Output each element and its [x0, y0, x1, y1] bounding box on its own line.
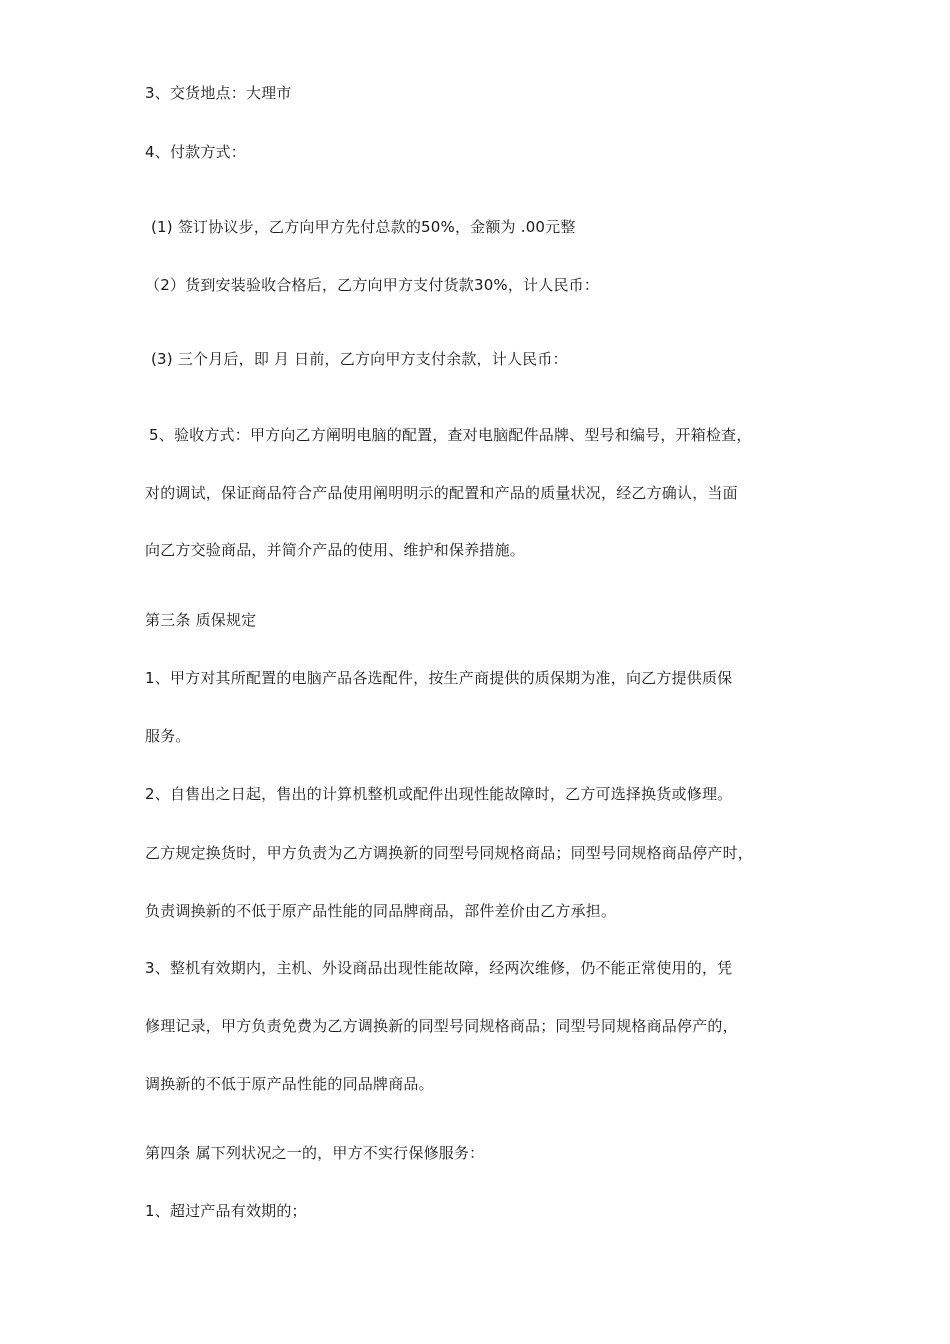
acceptance-method-line-3: 向乙方交验商品，并简介产品的使用、维护和保养措施。	[145, 541, 526, 559]
payment-term-3: (3) 三个月后，即 月 日前，乙方向甲方支付余款，计人民币：	[151, 350, 568, 368]
warranty-clause-2-line-3: 负责调换新的不低于原产品性能的同品牌商品，部件差价由乙方承担。	[145, 902, 617, 920]
payment-term-2: （2）货到安装验收合格后，乙方向甲方支付货款30%，计人民币：	[145, 276, 600, 294]
payment-term-1: (1) 签订协议步，乙方向甲方先付总款的50%，金额为 .00元整	[151, 218, 576, 236]
acceptance-method-line-2: 对的调试，保证商品符合产品使用阐明明示的配置和产品的质量状况，经乙方确认，当面	[145, 484, 738, 502]
payment-method-heading: 4、付款方式：	[145, 143, 246, 161]
delivery-location-line: 3、交货地点：大理市	[145, 84, 292, 102]
warranty-clause-3-line-3: 调换新的不低于原产品性能的同品牌商品。	[145, 1075, 434, 1093]
exclusion-item-1: 1、超过产品有效期的；	[145, 1202, 307, 1220]
warranty-clause-1-line-2: 服务。	[145, 727, 191, 745]
article-three-heading: 第三条 质保规定	[145, 611, 257, 629]
warranty-clause-3-line-1: 3、整机有效期内，主机、外设商品出现性能故障，经两次维修，仍不能正常使用的，凭	[145, 959, 733, 977]
warranty-clause-2-line-1: 2、自售出之日起，售出的计算机整机或配件出现性能故障时，乙方可选择换货或修理。	[145, 785, 733, 803]
warranty-clause-3-line-2: 修理记录，甲方负责免费为乙方调换新的同型号同规格商品；同型号同规格商品停产的，	[145, 1017, 738, 1035]
article-four-heading: 第四条 属下列状况之一的，甲方不实行保修服务：	[145, 1144, 485, 1162]
warranty-clause-2-line-2: 乙方规定换货时，甲方负责为乙方调换新的同型号同规格商品；同型号同规格商品停产时，	[145, 844, 754, 862]
acceptance-method-line-1: 5、验收方式：甲方向乙方阐明电脑的配置，查对电脑配件品牌、型号和编号，开箱检查，	[149, 426, 752, 444]
warranty-clause-1-line-1: 1、甲方对其所配置的电脑产品各选配件，按生产商提供的质保期为准，向乙方提供质保	[145, 669, 733, 687]
